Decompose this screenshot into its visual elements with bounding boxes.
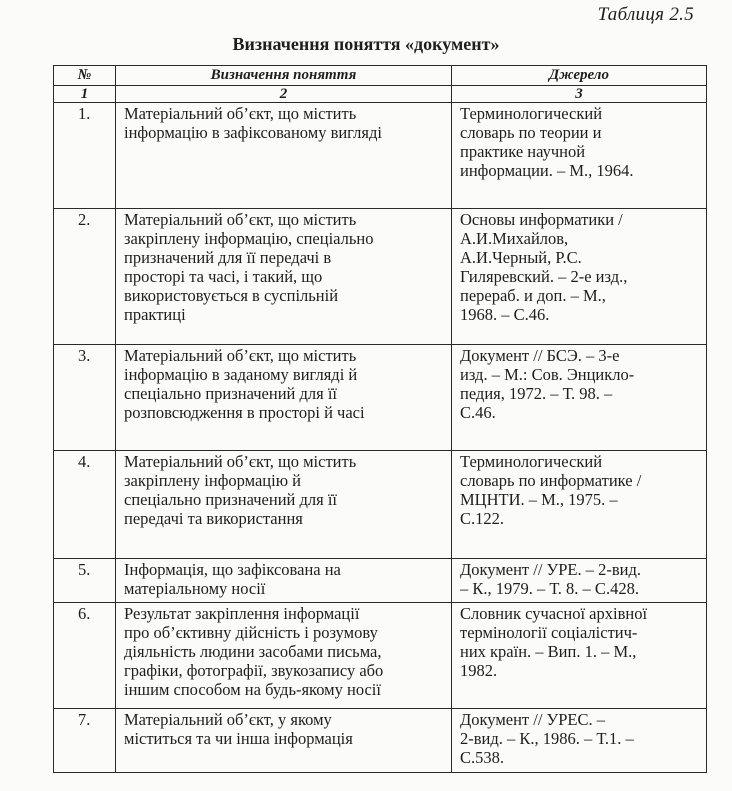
definition-line: закріплену інформацію, спеціально: [124, 229, 374, 248]
definition-cell: [116, 209, 452, 345]
source-line: Гиляревский. – 2-е изд.,: [460, 267, 628, 286]
source-line: термінології соціалістич-: [460, 623, 638, 642]
definition-line: Матеріальний об’єкт, що містить: [124, 210, 357, 229]
definition-line: міститься та чи інша інформація: [124, 729, 353, 748]
column-number: 1: [54, 86, 116, 103]
definitions-table: [53, 65, 707, 773]
source-line: 2-вид. – К., 1986. – Т.1. –: [460, 729, 634, 748]
source-line: словарь по информатике /: [460, 471, 642, 490]
source-line: практике научной: [460, 142, 586, 161]
header-number: №: [54, 66, 116, 86]
definition-line: графіки, фотографії, звукозапису або: [124, 661, 384, 680]
source-line: педия, 1972. – Т. 98. –: [460, 384, 613, 403]
definition-line: спеціально призначений для її: [124, 490, 337, 509]
definition-line: інформацію в зафіксованому вигляді: [124, 123, 382, 142]
source-line: Основы информатики /: [460, 210, 623, 229]
definition-line: просторі та часі, і такий, що: [124, 267, 323, 286]
column-number: 3: [452, 86, 707, 103]
header-source: Джерело: [452, 66, 707, 86]
definition-line: Інформація, що зафіксована на: [124, 560, 341, 579]
source-cell: [452, 209, 707, 345]
definition-cell: [116, 451, 452, 559]
source-line: А.И.Михайлов,: [460, 229, 569, 248]
row-number: 3.: [54, 345, 116, 451]
source-line: – К., 1979. – Т. 8. – С.428.: [460, 579, 639, 598]
row-number: 6.: [54, 603, 116, 709]
source-line: С.122.: [460, 509, 505, 528]
table-title: Визначення поняття «документ»: [232, 34, 500, 54]
definition-line: Матеріальний об’єкт, що містить: [124, 452, 357, 471]
source-line: Документ // УРЕ. – 2-вид.: [460, 560, 641, 579]
definition-cell: [116, 103, 452, 209]
definition-line: призначений для її передачі в: [124, 248, 332, 267]
header-row: [54, 66, 707, 86]
table-row: [54, 603, 707, 709]
source-line: МЦНТИ. – М., 1975. –: [460, 490, 618, 509]
column-numbers-row: [54, 86, 707, 103]
definition-line: іншим способом на будь-якому носії: [124, 680, 381, 699]
definition-line: інформацію в заданому вигляді й: [124, 365, 358, 384]
definition-line: діяльність людини засобами письма,: [124, 642, 382, 661]
row-number: 1.: [54, 103, 116, 209]
source-line: Документ // УРЕС. –: [460, 710, 605, 729]
source-line: них країн. – Вип. 1. – М.,: [460, 642, 637, 661]
source-line: перераб. и доп. – М.,: [460, 286, 606, 305]
definition-cell: [116, 345, 452, 451]
source-line: 1968. – С.46.: [460, 305, 550, 324]
definition-line: практиці: [124, 305, 186, 324]
source-line: С.46.: [460, 403, 496, 422]
definition-line: про об’єктивну дійсність і розумову: [124, 623, 378, 642]
source-line: Терминологический: [460, 104, 603, 123]
source-cell: [452, 559, 707, 603]
source-cell: [452, 603, 707, 709]
table-row: [54, 451, 707, 559]
definition-line: розповсюдження в просторі й часі: [124, 403, 365, 422]
source-line: Терминологический: [460, 452, 603, 471]
header-definition: Визначення поняття: [116, 66, 452, 86]
definition-line: Результат закріплення інформації: [124, 604, 360, 623]
source-line: 1982.: [460, 661, 498, 680]
source-cell: [452, 451, 707, 559]
definition-line: закріплену інформацію й: [124, 471, 301, 490]
source-cell: [452, 345, 707, 451]
definition-line: використовується в суспільній: [124, 286, 339, 305]
table-row: [54, 209, 707, 345]
column-number: 2: [116, 86, 452, 103]
table-row: [54, 103, 707, 209]
table-row: [54, 709, 707, 773]
row-number: 2.: [54, 209, 116, 345]
row-number: 5.: [54, 559, 116, 603]
definition-cell: [116, 559, 452, 603]
source-cell: [452, 103, 707, 209]
definition-cell: [116, 603, 452, 709]
row-number: 7.: [54, 709, 116, 773]
definition-cell: [116, 709, 452, 773]
definition-line: Матеріальний об’єкт, у якому: [124, 710, 332, 729]
table-row: [54, 559, 707, 603]
source-line: изд. – М.: Сов. Энцикло-: [460, 365, 635, 384]
definition-line: спеціально призначений для її: [124, 384, 337, 403]
table-row: [54, 345, 707, 451]
row-number: 4.: [54, 451, 116, 559]
source-line: С.538.: [460, 748, 505, 767]
source-line: словарь по теории и: [460, 123, 602, 142]
source-line: Документ // БСЭ. – 3-е: [460, 346, 620, 365]
source-cell: [452, 709, 707, 773]
definition-line: передачі та використання: [124, 509, 303, 528]
definition-line: Матеріальний об’єкт, що містить: [124, 104, 357, 123]
table-number: Таблиця 2.5: [597, 4, 694, 25]
definition-line: Матеріальний об’єкт, що містить: [124, 346, 357, 365]
definition-line: матеріальному носії: [124, 579, 266, 598]
source-line: Словник сучасної архівної: [460, 604, 648, 623]
source-line: информации. – М., 1964.: [460, 161, 634, 180]
source-line: А.И.Черный, Р.С.: [460, 248, 582, 267]
